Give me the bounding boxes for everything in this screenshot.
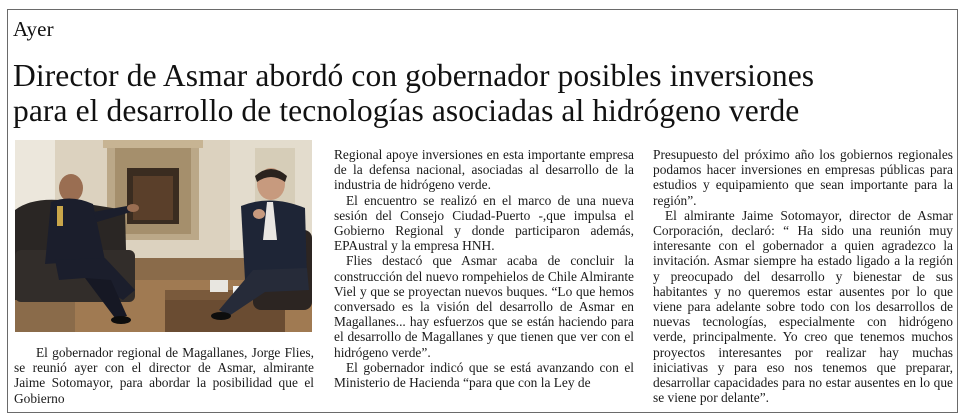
article-column-2 <box>653 147 953 405</box>
headline <box>13 58 943 128</box>
section-label: Ayer <box>13 17 54 41</box>
paragraph: Regional apoye inversiones en esta importante empresa de la defensa nacional, asociadas al desarrollo de la industria de hidrógeno verde. <box>334 147 634 193</box>
paragraph: Flies destacó que Asmar acaba de concluir la construcción del nuevo rompehielos de Chile Almirante Viel y que se proyectan nuevos buques. “Lo que hemos conversado es la visión del desarrollo de Asmar en Magallanes... hay esfuerzos que se están haciendo para el desarrollo de Magallanes y que tienen que ver con el hidrógeno verde”. <box>334 253 634 360</box>
paragraph: El almirante Jaime Sotomayor, director de Asmar Corporación, declaró: “ Ha sido una reunión muy interesante con el gobernador a quien agradezco la invitación. Asmar siempre ha estado ligado a la región y preocupado del desarrollo y bienestar de sus habitantes y no queremos estar ausentes por lo que viene para adelante sobre todo con los desarrollos de nuevas tecnologías, especialmente con hidrógeno verde, principalmente. Yo creo que tenemos muchos proyectos interesantes por realizar hay muchas iniciativas y para eso nos tenemos que preparar, desarrollar capacidades para no estar ausentes en lo que se viene por delante”. <box>653 207 953 406</box>
paragraph: Presupuesto del próximo año los gobiernos regionales podamos hacer inversiones en empresas públicas para estudios y equipamiento que sean importante para la región”. <box>653 147 953 208</box>
article-column-1 <box>334 147 634 390</box>
headline-line-1: Director de Asmar abordó con gobernador posibles inversiones <box>13 58 815 93</box>
headline-line-2: para el desarrollo de tecnologías asociadas al hidrógeno verde <box>13 93 800 128</box>
paragraph: El gobernador indicó que se está avanzando con el Ministerio de Hacienda “para que con la Ley de <box>334 359 634 391</box>
meeting-photo <box>15 140 312 332</box>
photo-caption: El gobernador regional de Magallanes, Jorge Flies, se reunió ayer con el director de Asmar, almirante Jaime Sotomayor, para abordar la posibilidad que el Gobierno <box>14 345 314 406</box>
paragraph: El encuentro se realizó en el marco de una nueva sesión del Consejo Ciudad-Puerto -,que impulsa el Gobierno Regional y donde participaron además, EPAustral y la empresa HNH. <box>334 192 634 254</box>
